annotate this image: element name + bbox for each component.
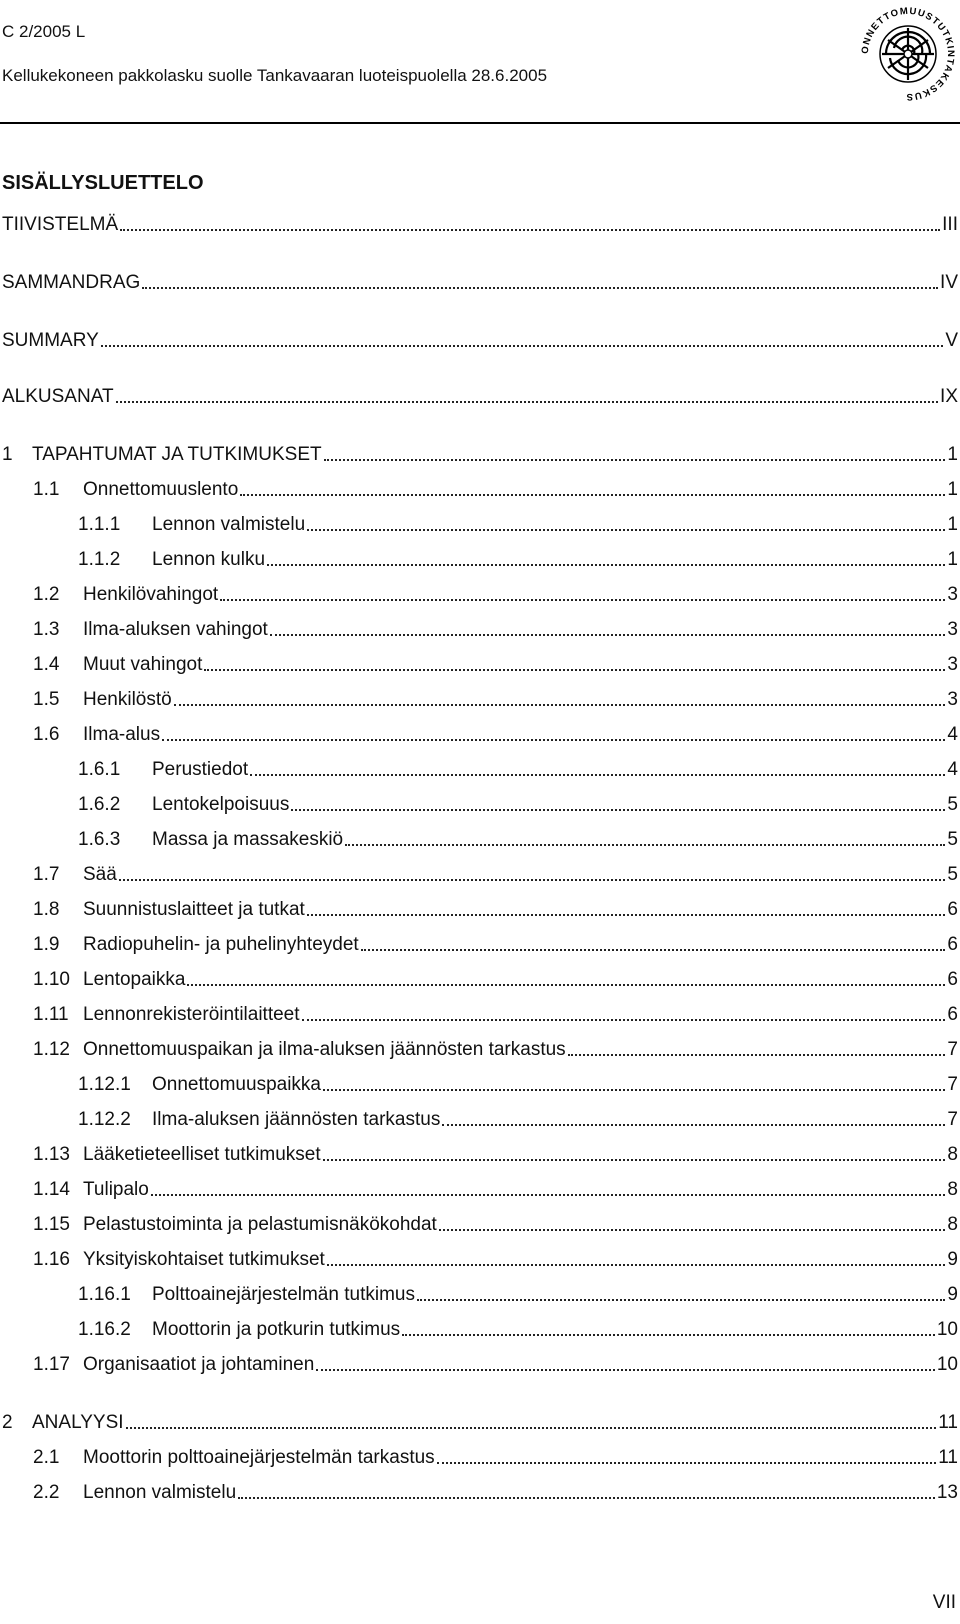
toc-entry[interactable]	[2, 1412, 958, 1434]
toc-entry-page: 4	[947, 724, 958, 745]
toc-entry-number: 1.15	[33, 1214, 70, 1235]
toc-entry-leader	[116, 401, 938, 403]
toc-entry[interactable]	[2, 272, 958, 294]
toc-entry-page: 1	[947, 549, 958, 570]
toc-entry-title: Radiopuhelin- ja puhelinyhteydet	[83, 934, 359, 955]
toc-entry-title: Onnettomuuslento	[83, 479, 239, 500]
toc-entry[interactable]	[78, 1319, 958, 1341]
toc-entry-leader	[417, 1299, 945, 1301]
toc-entry-title: Lennon valmistelu	[152, 514, 306, 535]
toc-entry-leader	[345, 844, 945, 846]
toc-entry-leader	[238, 1497, 935, 1499]
toc-entry[interactable]	[33, 1447, 958, 1469]
toc-entry[interactable]	[33, 1179, 958, 1201]
toc-entry-leader	[568, 1054, 946, 1056]
toc-entry-number: 1.6.3	[78, 829, 121, 850]
toc-entry[interactable]	[2, 386, 958, 408]
toc-entry-number: 1.12.1	[78, 1074, 131, 1095]
toc-entry-title: SAMMANDRAG	[2, 272, 141, 293]
toc-entry-page: 1	[947, 479, 958, 500]
toc-entry-leader	[402, 1334, 935, 1336]
toc-entry-title: Yksityiskohtaiset tutkimukset	[83, 1249, 325, 1270]
toc-entry-number: 1.1	[33, 479, 60, 500]
toc-entry-page: IX	[940, 386, 958, 407]
toc-entry-page: 8	[947, 1144, 958, 1165]
toc-entry[interactable]	[33, 899, 958, 921]
toc-entry-number: 2.1	[33, 1447, 60, 1468]
toc-entry[interactable]	[78, 759, 958, 781]
toc-entry-title: Lääketieteelliset tutkimukset	[83, 1144, 321, 1165]
toc-entry-page: 7	[947, 1074, 958, 1095]
toc-entry-title: Sää	[83, 864, 117, 885]
toc-entry-leader	[267, 564, 945, 566]
toc-entry-page: 6	[947, 969, 958, 990]
toc-entry-page: 6	[947, 899, 958, 920]
toc-entry-number: 1.7	[33, 864, 60, 885]
toc-entry-number: 1.6.1	[78, 759, 121, 780]
toc-entry-number: 1.11	[33, 1004, 69, 1025]
header-subtitle: Kellukekoneen pakkolasku suolle Tankavaaran luoteispuolella 28.6.2005	[2, 66, 548, 85]
toc-entry-number: 1.14	[33, 1179, 70, 1200]
toc-entry-page: 3	[947, 689, 958, 710]
toc-entry-title: Organisaatiot ja johtaminen	[83, 1354, 315, 1375]
toc-entry-number: 1.6	[33, 724, 60, 745]
toc-entry[interactable]	[78, 829, 958, 851]
toc-entry-leader	[302, 1019, 946, 1021]
toc-entry-leader	[220, 599, 945, 601]
toc-title: SISÄLLYSLUETTELO	[2, 172, 204, 194]
toc-entry-number: 1.10	[33, 969, 70, 990]
toc-entry-leader	[439, 1229, 946, 1231]
toc-entry-title: Suunnistuslaitteet ja tutkat	[83, 899, 305, 920]
toc-entry-title: Lentopaikka	[83, 969, 186, 990]
toc-entry-leader	[324, 459, 946, 461]
toc-entry-leader	[126, 1427, 937, 1429]
toc-entry-page: V	[945, 330, 958, 351]
toc-entry-number: 1.8	[33, 899, 60, 920]
toc-entry-title: TIIVISTELMÄ	[2, 214, 119, 235]
toc-entry[interactable]	[33, 584, 958, 606]
toc-entry-number: 2	[2, 1412, 13, 1433]
toc-entry-page: 3	[947, 584, 958, 605]
toc-entry-leader	[204, 669, 945, 671]
accident-investigation-board-logo	[858, 0, 958, 108]
toc-entry-number: 1.16.1	[78, 1284, 131, 1305]
toc-entry-title: Onnettomuuspaikka	[152, 1074, 321, 1095]
toc-entry-leader	[174, 704, 946, 706]
toc-entry-leader	[119, 879, 946, 881]
toc-entry-page: 1	[947, 444, 958, 465]
toc-entry-title: SUMMARY	[2, 330, 99, 351]
toc-entry[interactable]	[33, 864, 958, 886]
toc-entry-page: 11	[938, 1412, 958, 1433]
toc-entry-page: 10	[936, 1354, 958, 1375]
toc-entry-page: III	[942, 214, 958, 235]
toc-entry-number: 1.2	[33, 584, 60, 605]
toc-entry-leader	[187, 984, 945, 986]
toc-entry-title: Polttoainejärjestelmän tutkimus	[152, 1284, 415, 1305]
toc-entry-page: 9	[947, 1284, 958, 1305]
toc-entry-page: 5	[947, 864, 958, 885]
toc-entry[interactable]	[33, 934, 958, 956]
toc-entry-title: Lennon kulku	[152, 549, 266, 570]
toc-entry-leader	[151, 1194, 946, 1196]
toc-entry-number: 1.17	[33, 1354, 70, 1375]
toc-entry[interactable]	[33, 969, 958, 991]
toc-entry-number: 1.5	[33, 689, 60, 710]
toc-entry-leader	[327, 1264, 946, 1266]
toc-entry-number: 1.12	[33, 1039, 70, 1060]
toc-entry-page: 8	[947, 1214, 958, 1235]
toc-entry-page: 6	[947, 934, 958, 955]
header-divider	[0, 122, 960, 124]
toc-entry-leader	[307, 529, 945, 531]
toc-entry-page: 4	[947, 759, 958, 780]
toc-entry[interactable]	[33, 1482, 958, 1504]
toc-entry-page: 3	[947, 619, 958, 640]
toc-entry[interactable]	[33, 654, 958, 676]
toc-entry-leader	[270, 634, 946, 636]
toc-entry[interactable]	[33, 1039, 958, 1061]
toc-entry-number: 1.6.2	[78, 794, 121, 815]
toc-entry-leader	[361, 949, 946, 951]
toc-entry-leader	[307, 914, 946, 916]
toc-entry-page: 10	[936, 1319, 958, 1340]
toc-entry[interactable]	[33, 1214, 958, 1236]
toc-entry-title: ALKUSANAT	[2, 386, 114, 407]
toc-entry[interactable]	[78, 1284, 958, 1306]
toc-entry-title: Ilma-alus	[83, 724, 161, 745]
toc-entry-number: 1.9	[33, 934, 60, 955]
toc-entry-title: Onnettomuuspaikan ja ilma-aluksen jäännösten tarkastus	[83, 1039, 566, 1060]
toc-entry-page: 1	[947, 514, 958, 535]
header-code: C 2/2005 L	[2, 22, 86, 41]
toc-entry-number: 1.1.1	[78, 514, 121, 535]
toc-entry-leader	[120, 229, 940, 231]
toc-entry-title: Henkilöstö	[83, 689, 172, 710]
toc-entry[interactable]	[33, 619, 958, 641]
toc-entry-title: Moottorin ja potkurin tutkimus	[152, 1319, 401, 1340]
toc-entry-title: Lennonrekisteröintilaitteet	[83, 1004, 300, 1025]
toc-entry[interactable]	[33, 1004, 958, 1026]
toc-entry-page: 5	[947, 794, 958, 815]
toc-entry-number: 1.4	[33, 654, 60, 675]
toc-entry-title: ANALYYSI	[32, 1412, 124, 1433]
toc-entry-page: 7	[947, 1039, 958, 1060]
toc-entry-page: 6	[947, 1004, 958, 1025]
toc-entry-page: IV	[940, 272, 958, 293]
toc-entry-leader	[323, 1089, 945, 1091]
toc-entry-page: 5	[947, 829, 958, 850]
toc-entry-number: 1.16.2	[78, 1319, 131, 1340]
toc-entry-number: 1.13	[33, 1144, 70, 1165]
toc-entry[interactable]	[33, 1249, 958, 1271]
toc-entry[interactable]	[33, 1144, 958, 1166]
toc-entry-leader	[437, 1462, 937, 1464]
toc-entry-page: 3	[947, 654, 958, 675]
logo-text: ONNETTOMUUSTUTKINTAKESKUS	[859, 5, 957, 103]
toc-entry-page: 9	[947, 1249, 958, 1270]
toc-entry-leader	[291, 809, 945, 811]
toc-entry-leader	[142, 287, 938, 289]
toc-entry-page: 8	[947, 1179, 958, 1200]
toc-entry[interactable]	[33, 1354, 958, 1376]
toc-entry-title: Lennon valmistelu	[83, 1482, 237, 1503]
toc-entry[interactable]	[2, 330, 958, 352]
toc-entry-number: 2.2	[33, 1482, 60, 1503]
toc-entry-page: 7	[947, 1109, 958, 1130]
toc-entry-title: Massa ja massakeskiö	[152, 829, 344, 850]
toc-entry[interactable]	[78, 1074, 958, 1096]
toc-entry-number: 1	[2, 444, 13, 465]
toc-entry-number: 1.3	[33, 619, 60, 640]
toc-entry-number: 1.12.2	[78, 1109, 131, 1130]
toc-entry-title: Moottorin polttoainejärjestelmän tarkastus	[83, 1447, 435, 1468]
page-number: VII	[932, 1592, 956, 1613]
toc-entry[interactable]	[2, 444, 958, 466]
toc-entry-leader	[323, 1159, 946, 1161]
toc-entry-page: 11	[938, 1447, 958, 1468]
toc-entry-leader	[442, 1124, 945, 1126]
toc-entry-title: Lentokelpoisuus	[152, 794, 290, 815]
toc-entry[interactable]	[33, 724, 958, 746]
toc-entry[interactable]	[33, 689, 958, 711]
toc-entry-page: 13	[936, 1482, 958, 1503]
toc-entry[interactable]	[33, 479, 958, 501]
toc-entry-title: Henkilövahingot	[83, 584, 219, 605]
toc-entry-title: Pelastustoiminta ja pelastumisnäkökohdat	[83, 1214, 437, 1235]
toc-entry-leader	[101, 345, 944, 347]
toc-entry[interactable]	[78, 794, 958, 816]
toc-entry-title: Perustiedot	[152, 759, 249, 780]
toc-entry-title: Ilma-aluksen vahingot	[83, 619, 268, 640]
toc-entry-leader	[240, 494, 945, 496]
toc-entry-leader	[316, 1369, 935, 1371]
toc-entry[interactable]	[78, 549, 958, 571]
toc-entry-number: 1.1.2	[78, 549, 121, 570]
toc-entry-leader	[162, 739, 945, 741]
toc-entry-title: Tulipalo	[83, 1179, 149, 1200]
toc-entry[interactable]	[2, 214, 958, 236]
toc-entry-leader	[250, 774, 945, 776]
toc-entry[interactable]	[78, 514, 958, 536]
toc-entry-title: Ilma-aluksen jäännösten tarkastus	[152, 1109, 441, 1130]
toc-entry[interactable]	[78, 1109, 958, 1131]
toc-entry-title: Muut vahingot	[83, 654, 203, 675]
toc-entry-title: TAPAHTUMAT JA TUTKIMUKSET	[32, 444, 322, 465]
toc-entry-number: 1.16	[33, 1249, 70, 1270]
